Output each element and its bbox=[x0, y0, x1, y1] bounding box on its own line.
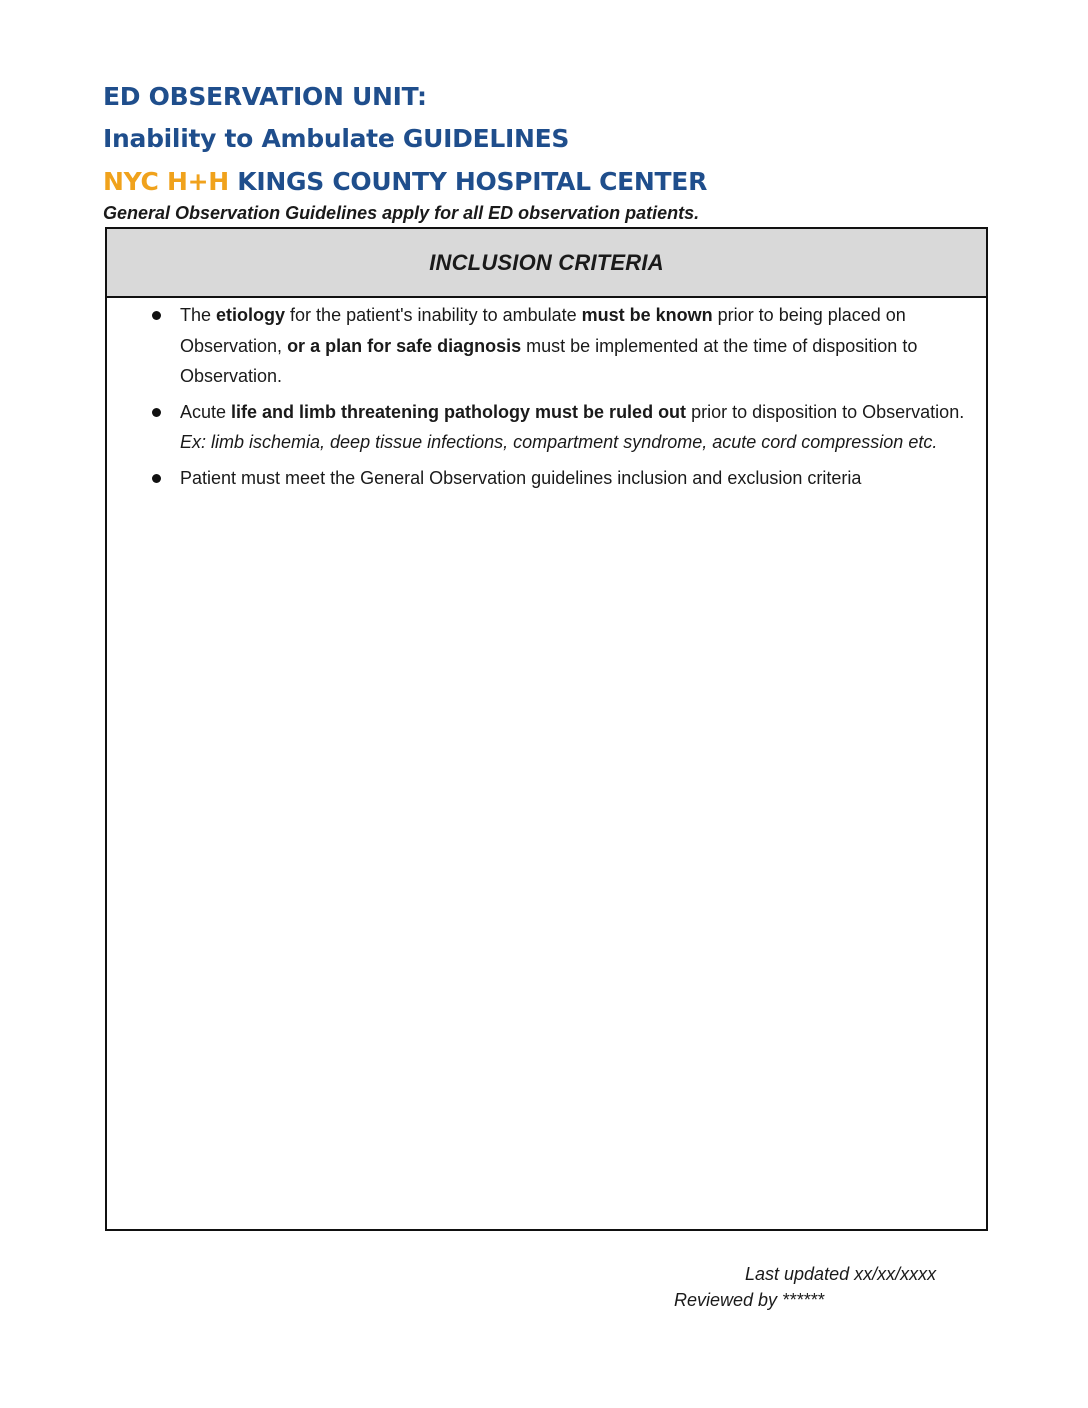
criteria-text: must be known bbox=[581, 305, 713, 325]
criteria-text: Acute bbox=[180, 401, 232, 422]
title-hospital-name: KINGS COUNTY HOSPITAL CENTER bbox=[228, 167, 708, 196]
criteria-text: prior to being placed on Observation, bbox=[180, 305, 906, 356]
reviewed-by: Reviewed by ****** bbox=[674, 1290, 825, 1310]
title-unit: ED OBSERVATION UNIT: bbox=[103, 82, 427, 111]
title-guidelines: Inability to Ambulate GUIDELINES bbox=[103, 124, 570, 153]
title-hospital bbox=[103, 167, 707, 197]
bullet-icon bbox=[152, 474, 161, 483]
general-guidelines-note: General Observation Guidelines apply for all ED observation patients. bbox=[103, 203, 700, 223]
inclusion-criteria-table bbox=[105, 227, 988, 1231]
criteria-item bbox=[107, 463, 986, 494]
inclusion-criteria-heading: INCLUSION CRITERIA bbox=[107, 229, 986, 298]
criteria-item bbox=[107, 397, 986, 458]
criteria-text: life and limb threatening pathology must be ruled out bbox=[231, 401, 687, 422]
last-updated: Last updated xx/xx/xxxx bbox=[745, 1264, 937, 1284]
bullet-icon bbox=[152, 311, 161, 320]
inclusion-criteria-list bbox=[107, 300, 986, 498]
criteria-text: Patient must meet the General Observation guidelines inclusion and exclusion criteria bbox=[180, 467, 862, 488]
criteria-text: prior to disposition to Observation. bbox=[686, 401, 965, 422]
title-hospital-brand: NYC H+H bbox=[103, 167, 229, 196]
criteria-text: must be implemented at the time of disposition to Observation. bbox=[180, 335, 918, 386]
criteria-text: The bbox=[180, 305, 217, 325]
criteria-text: for the patient's inability to ambulate bbox=[285, 305, 582, 325]
bullet-icon bbox=[152, 408, 161, 417]
criteria-text: etiology bbox=[216, 305, 286, 325]
criteria-text: or a plan for safe diagnosis bbox=[287, 335, 522, 356]
criteria-item bbox=[107, 300, 986, 392]
criteria-text: Ex: limb ischemia, deep tissue infections, compartment syndrome, acute cord compression etc. bbox=[180, 432, 938, 452]
